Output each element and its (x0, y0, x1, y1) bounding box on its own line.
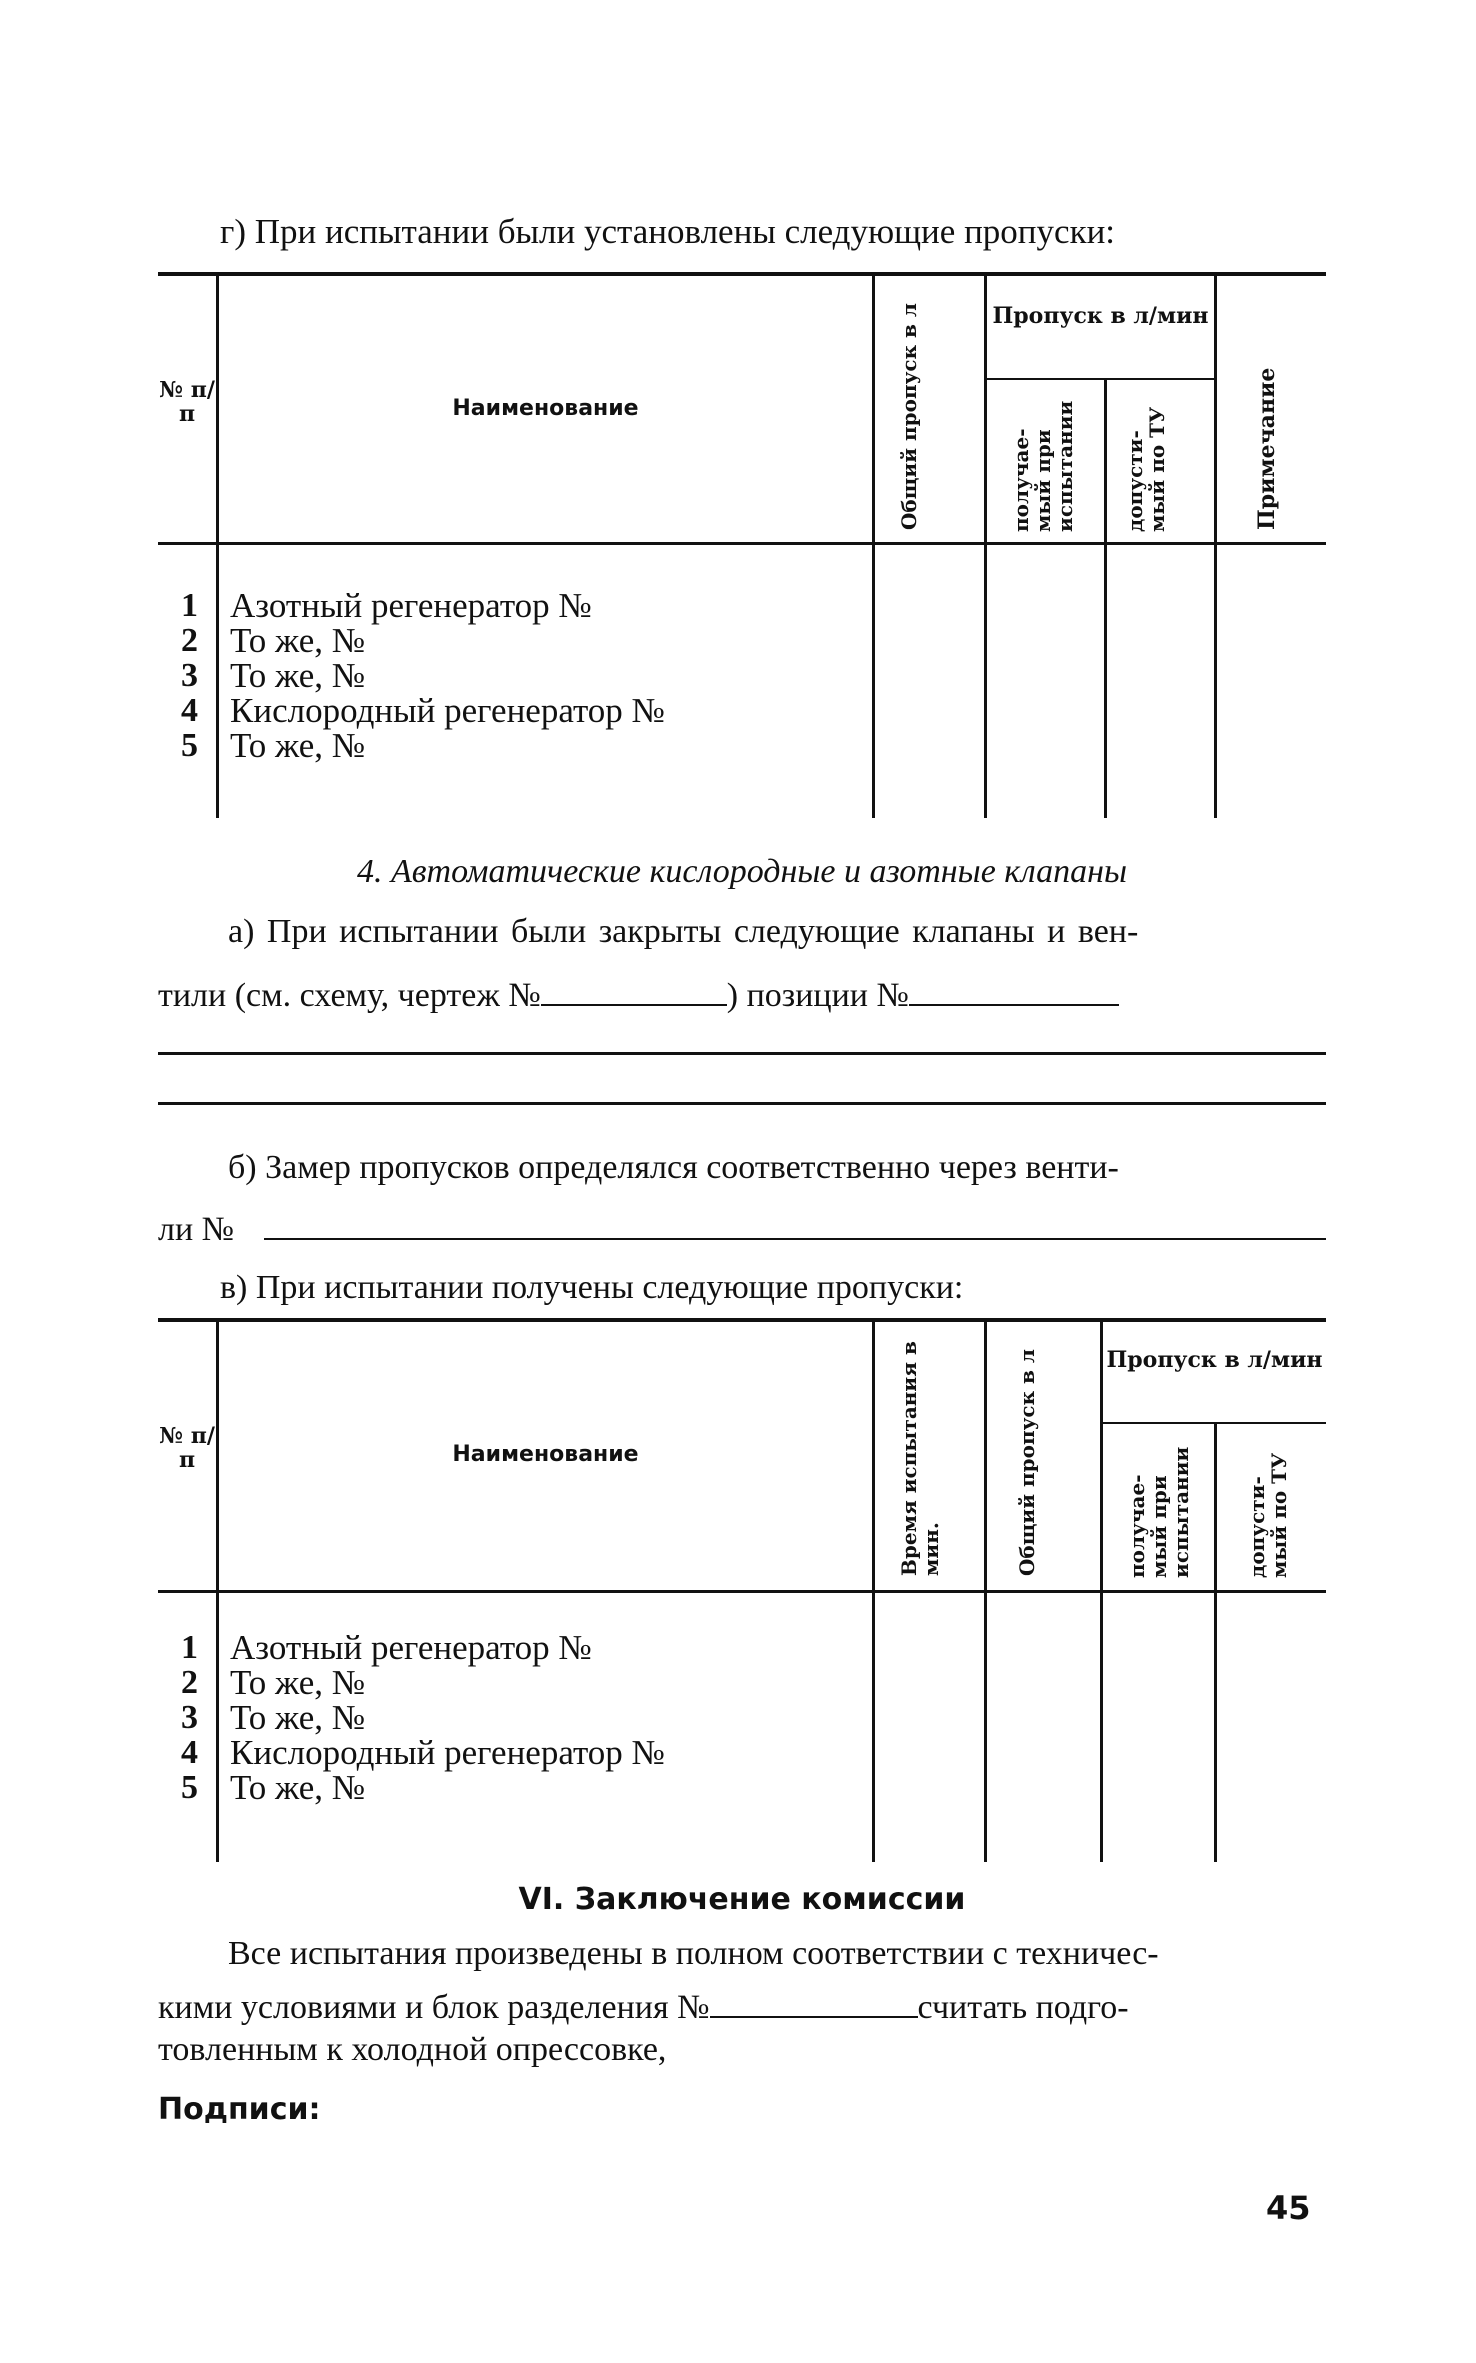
t2-row-num: 3 (181, 1699, 198, 1736)
t1-col-obtained: получае-мый при испытании (1009, 400, 1077, 532)
section-4-a-line2 (158, 976, 1119, 1016)
conclusion-line2 (158, 1988, 1129, 2028)
section-4-b-line2: ли № (158, 1211, 235, 1248)
section-g-intro: г) При испытании были установлены следующие пропуски: (220, 212, 1116, 251)
t1-row-num: 3 (181, 657, 198, 694)
t2-row-name: То же, № (230, 1768, 366, 1807)
t1-col-name: Наименование (452, 396, 639, 421)
conclusion-line2-end: считать подго- (917, 1989, 1129, 2026)
t2-row-num: 5 (181, 1769, 198, 1806)
t2-col-name: Наименование (452, 1442, 639, 1467)
a-line2-start: тили (см. схему, чертеж № (158, 977, 541, 1014)
section-4-b-line1: б) Замер пропусков определялся соответственно через венти- (228, 1149, 1119, 1186)
t2-row-name: То же, № (230, 1698, 366, 1737)
section-4-heading: 4. Автоматические кислородные и азотные клапаны (356, 853, 1128, 890)
section-4-v-line: в) При испытании получены следующие пропуски: (220, 1269, 964, 1306)
drawing-number-field[interactable] (541, 1004, 727, 1006)
t1-row-name: Азотный регенератор № (230, 586, 592, 625)
t1-row-num: 4 (181, 692, 198, 729)
page-number: 45 (1266, 2189, 1311, 2227)
t1-row-name: Кислородный регенератор № (230, 691, 665, 730)
t1-row-num: 2 (181, 622, 198, 659)
t2-col-num: № п/п (159, 1423, 215, 1473)
conclusion-line1: Все испытания произведены в полном соответствии с техничес- (228, 1935, 1159, 1972)
conclusion-line3: товленным к холодной опрессовке, (158, 2031, 667, 2068)
t2-col-group: Пропуск в л/мин (1106, 1347, 1323, 1373)
t2-row-name: Кислородный регенератор № (230, 1733, 665, 1772)
t2-col-time: Время испытания в мин. (897, 1341, 943, 1576)
blank-line[interactable] (158, 1102, 1326, 1105)
t2-row-num: 1 (181, 1629, 198, 1666)
t2-row-name: Азотный регенератор № (230, 1628, 592, 1667)
blank-line[interactable] (158, 1052, 1326, 1055)
t2-col-total: Общий пропуск в л (1015, 1349, 1039, 1576)
t2-col-allowed: допусти-мый по ТУ (1245, 1452, 1291, 1578)
t2-row-num: 2 (181, 1664, 198, 1701)
conclusion-line2-start: кими условиями и блок разделения № (158, 1989, 710, 2026)
t2-row-name: То же, № (230, 1663, 366, 1702)
valve-number-field[interactable] (264, 1238, 1326, 1240)
t1-row-name: То же, № (230, 621, 366, 660)
t2-row-num: 4 (181, 1734, 198, 1771)
section-4-a-line1: а) При испытании были закрыты следующие клапаны и вен- (228, 913, 1139, 950)
t1-col-group: Пропуск в л/мин (992, 303, 1209, 329)
a-line2-mid: ) позиции № (726, 977, 909, 1014)
t1-row-name: То же, № (230, 726, 366, 765)
t1-col-note: Примечание (1254, 367, 1280, 530)
signatures-label: Подписи: (158, 2092, 321, 2127)
block-number-field[interactable] (710, 2016, 918, 2018)
conclusion-heading: VI. Заключение комиссии (518, 1882, 966, 1917)
t1-row-name: То же, № (230, 656, 366, 695)
t1-row-num: 1 (181, 587, 198, 624)
position-number-field[interactable] (909, 1004, 1119, 1006)
t1-col-num: № п/п (159, 377, 215, 427)
t2-col-obtained: получае-мый при испытании (1125, 1446, 1193, 1578)
t1-row-num: 5 (181, 727, 198, 764)
t1-col-allowed: допусти-мый по ТУ (1123, 406, 1169, 532)
t1-col-total: Общий пропуск в л (897, 303, 921, 530)
